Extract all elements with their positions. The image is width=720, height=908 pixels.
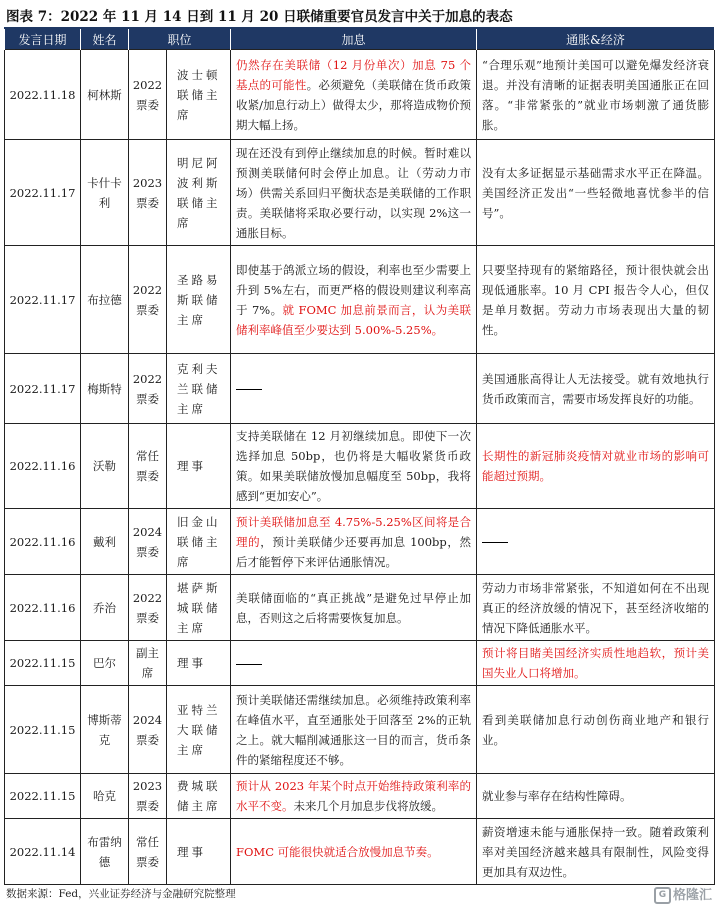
name-cell: 布拉德	[81, 246, 129, 354]
rate_hike-text: 美联储面临的“真正挑战”是避免过早停止加息，否则这之后将需要恢复加息。	[236, 590, 472, 625]
table-row	[5, 774, 715, 819]
rate_hike-text: 即使基于鸽派立场的假设，利率也至少需要上升到 5%左右，而更严格的假设则建议利率高于 7%。	[236, 262, 472, 317]
data-source-note: 数据来源：Fed，兴业证券经济与金融研究院整理	[6, 888, 236, 900]
rate_hike-text: ，预计美联储少还要再加息 100bp，然后才能暂停下来评估通胀情况。	[236, 534, 472, 569]
position-cell: 明尼阿波利斯联储主席	[167, 140, 231, 246]
table-row	[5, 50, 715, 140]
inflation-economy-cell	[477, 424, 715, 509]
date-cell: 2022.11.15	[5, 686, 81, 774]
name-cell: 布雷纳德	[81, 819, 129, 885]
name-cell: 柯林斯	[81, 50, 129, 140]
empty-dash	[236, 664, 262, 665]
inflation-economy-cell	[477, 641, 715, 686]
voting-status-cell: 2022票委	[129, 50, 167, 140]
watermark-logo	[654, 884, 712, 904]
date-cell: 2022.11.17	[5, 354, 81, 424]
rate_hike-text: 。必须避免（美联储在货币政策收紧/加息行动上）做得太少，那将造成物价预期大幅上扬。	[236, 77, 472, 132]
econ-text: 没有太多证据显示基础需求水平正在降温。美国经济正发出“一些轻微地喜忧参半的信号”。	[482, 165, 710, 220]
date-cell: 2022.11.18	[5, 50, 81, 140]
date-cell: 2022.11.16	[5, 509, 81, 575]
voting-status-cell: 2023票委	[129, 140, 167, 246]
position-cell: 亚特兰大联储主席	[167, 686, 231, 774]
inflation-economy-cell	[477, 509, 715, 575]
header-rate-hike: 加息	[231, 29, 477, 50]
date-cell: 2022.11.15	[5, 774, 81, 819]
rate-hike-cell	[231, 246, 477, 354]
date-cell: 2022.11.16	[5, 575, 81, 641]
position-cell: 波士顿联储主席	[167, 50, 231, 140]
table-body	[5, 50, 715, 885]
table-header-row	[5, 29, 715, 50]
header-name: 姓名	[81, 29, 129, 50]
rate_hike-highlight-text: 就 FOMC 加息前景而言，认为美联储利率峰值至少要达到 5.00%-5.25%。	[236, 302, 472, 337]
inflation-economy-cell	[477, 686, 715, 774]
rate-hike-cell	[231, 819, 477, 885]
rate_hike-highlight-text: FOMC 可能很快就适合放慢加息节奏。	[236, 844, 439, 859]
rate_hike-text: 预计美联储还需继续加息。必须维持政策利率在峰值水平，直至通胀处于回落至 2%的正轨之上。就大幅削减通胀这一目的而言，货币条件的紧缩程度还不够。	[236, 692, 472, 767]
position-cell: 圣路易斯联储主席	[167, 246, 231, 354]
rate-hike-cell	[231, 686, 477, 774]
date-cell: 2022.11.15	[5, 641, 81, 686]
fed-officials-table	[4, 29, 715, 885]
table-row	[5, 354, 715, 424]
rate-hike-cell	[231, 354, 477, 424]
position-cell: 旧金山联储主席	[167, 509, 231, 575]
econ-highlight-text: 长期性的新冠肺炎疫情对就业市场的影响可能超过预期。	[482, 449, 710, 483]
table-row	[5, 509, 715, 575]
econ-text: 劳动力市场非常紧张，不知道如何在不出现真正的经济放缓的情况下，甚至经济收缩的情况下降低通胀水平。	[482, 580, 710, 635]
figure-title: 图表 7：2022 年 11 月 14 日到 11 月 20 日联储重要官员发言中关于加息的表态	[6, 9, 513, 25]
table-row	[5, 686, 715, 774]
date-cell: 2022.11.14	[5, 819, 81, 885]
date-cell: 2022.11.17	[5, 140, 81, 246]
position-cell: 克利夫兰联储主席	[167, 354, 231, 424]
econ-text: 美国通胀高得让人无法接受。就有效地执行货币政策而言，需要市场发挥良好的功能。	[482, 371, 710, 406]
econ-highlight-text: 预计将目睹美国经济实质性地趋软，预计美国失业人口将增加。	[482, 646, 710, 680]
econ-text: 看到美联储加息行动创伤商业地产和银行业。	[482, 712, 710, 747]
position-cell: 堪萨斯城联储主席	[167, 575, 231, 641]
rate_hike-text: 未来几个月加息步伐将放缓。	[293, 799, 444, 813]
position-cell: 理事	[167, 641, 231, 686]
watermark-icon: G	[654, 887, 671, 904]
name-cell: 戴利	[81, 509, 129, 575]
rate_hike-highlight-text: 仍然存在美联储（12 月份单次）加息 75 个基点的可能性	[236, 57, 472, 92]
rate_hike-text: 现在还没有到停止继续加息的时候。暂时难以预测美联储何时会停止加息。让（劳动力市场）供需关系回归平衡状态是美联储的工作职责。美联储将采取必要行动，以实现 2%这一通胀目标。	[236, 145, 472, 240]
rate-hike-cell	[231, 50, 477, 140]
inflation-economy-cell	[477, 774, 715, 819]
header-date: 发言日期	[5, 29, 81, 50]
name-cell: 巴尔	[81, 641, 129, 686]
position-cell: 理事	[167, 424, 231, 509]
name-cell: 沃勒	[81, 424, 129, 509]
econ-text: “合理乐观”地预计美国可以避免爆发经济衰退。并没有清晰的证据表明美国通胀正在回落。“非常紧张的”就业市场刺激了通货膨胀。	[482, 57, 710, 132]
table-row	[5, 140, 715, 246]
header-inflation-economy: 通胀&经济	[477, 29, 715, 50]
name-cell: 卡什卡利	[81, 140, 129, 246]
econ-text: 只要坚持现有的紧缩路径，预计很快就会出现低通胀率。10 月 CPI 报告令人心，但仅是单月数据。劳动力市场表现出大量的韧性。	[482, 262, 710, 337]
date-cell: 2022.11.17	[5, 246, 81, 354]
table-row	[5, 819, 715, 885]
voting-status-cell: 2022票委	[129, 575, 167, 641]
rate-hike-cell	[231, 509, 477, 575]
name-cell: 博斯蒂克	[81, 686, 129, 774]
watermark-text: 格隆汇	[672, 888, 712, 903]
rate_hike-highlight-text: 预计美联储加息至 4.75%-5.25%区间将是合理的	[236, 514, 472, 549]
rate_hike-highlight-text: 预计从 2023 年某个时点开始维持政策利率的水平不变。	[236, 779, 472, 813]
econ-text: 薪资增速未能与通胀保持一致。随着政策利率对美国经济越来越具有限制性，风险变得更加具有双边性。	[482, 824, 710, 879]
inflation-economy-cell	[477, 575, 715, 641]
rate_hike-text: 支持美联储在 12 月初继续加息。即使下一次选择加息 50bp，也仍将是大幅收紧货币政策。如果美联储放慢加息幅度至 50bp，我将感到“更加安心”。	[236, 429, 472, 503]
date-cell: 2022.11.16	[5, 424, 81, 509]
empty-dash	[236, 389, 262, 390]
inflation-economy-cell	[477, 246, 715, 354]
inflation-economy-cell	[477, 50, 715, 140]
table-row	[5, 641, 715, 686]
rate-hike-cell	[231, 424, 477, 509]
inflation-economy-cell	[477, 819, 715, 885]
econ-text: 就业参与率存在结构性障碍。	[482, 789, 632, 803]
header-position: 职位	[129, 29, 231, 50]
table-row	[5, 575, 715, 641]
rate-hike-cell	[231, 774, 477, 819]
voting-status-cell: 常任票委	[129, 819, 167, 885]
position-cell: 费城联储主席	[167, 774, 231, 819]
empty-dash	[482, 542, 508, 543]
voting-status-cell: 2022票委	[129, 246, 167, 354]
table-row	[5, 424, 715, 509]
voting-status-cell: 常任票委	[129, 424, 167, 509]
inflation-economy-cell	[477, 354, 715, 424]
position-cell: 理事	[167, 819, 231, 885]
table-row	[5, 246, 715, 354]
voting-status-cell: 2024票委	[129, 686, 167, 774]
voting-status-cell: 2023票委	[129, 774, 167, 819]
rate-hike-cell	[231, 575, 477, 641]
inflation-economy-cell	[477, 140, 715, 246]
voting-status-cell: 副主席	[129, 641, 167, 686]
name-cell: 乔治	[81, 575, 129, 641]
name-cell: 梅斯特	[81, 354, 129, 424]
voting-status-cell: 2022票委	[129, 354, 167, 424]
rate-hike-cell	[231, 641, 477, 686]
name-cell: 哈克	[81, 774, 129, 819]
rate-hike-cell	[231, 140, 477, 246]
voting-status-cell: 2024票委	[129, 509, 167, 575]
